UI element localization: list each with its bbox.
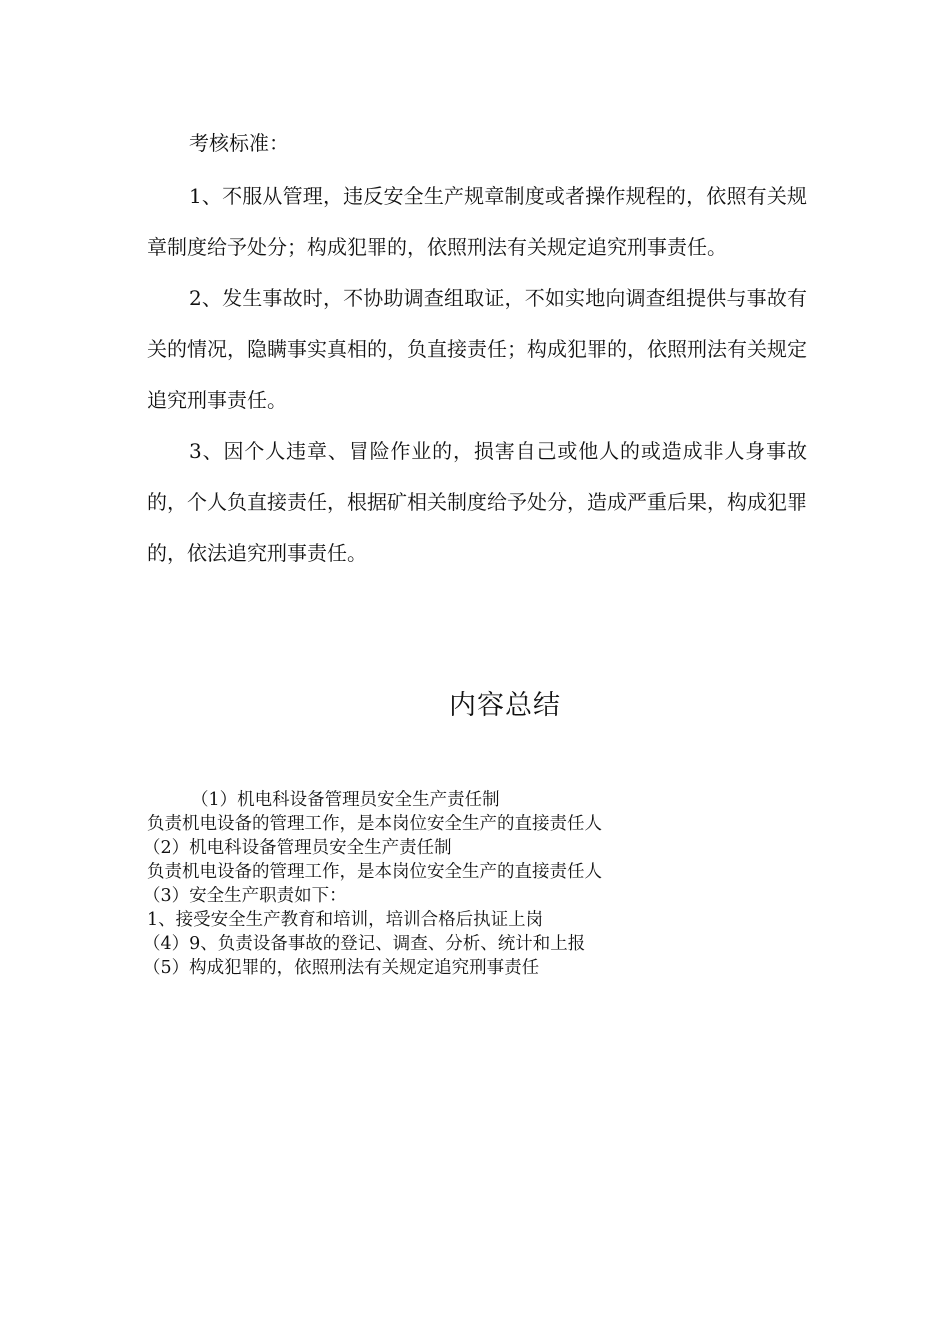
criteria-heading: 考核标准： bbox=[189, 131, 289, 155]
assessment-criteria-section bbox=[147, 118, 807, 579]
summary-section bbox=[143, 788, 807, 980]
summary-line: 负责机电设备的管理工作，是本岗位安全生产的直接责任人 bbox=[147, 814, 602, 834]
summary-line: 1、接受安全生产教育和培训，培训合格后执证上岗 bbox=[147, 910, 544, 930]
summary-line: （3）安全生产职责如下： bbox=[143, 886, 347, 906]
criteria-paragraph-2: 2、发生事故时，不协助调查组取证，不如实地向调查组提供与事故有关的情况，隐瞒事实真相的，负直接责任；构成犯罪的，依照刑法有关规定追究刑事责任。 bbox=[147, 286, 807, 412]
summary-line: （5）构成犯罪的，依照刑法有关规定追究刑事责任 bbox=[143, 958, 540, 978]
summary-line: （4）9、负责设备事故的登记、调查、分析、统计和上报 bbox=[143, 934, 586, 954]
summary-line: （1）机电科设备管理员安全生产责任制 bbox=[191, 790, 500, 810]
criteria-paragraph-3: 3、因个人违章、冒险作业的，损害自己或他人的或造成非人身事故的，个人负直接责任，根据矿相关制度给予处分，造成严重后果，构成犯罪的，依法追究刑事责任。 bbox=[147, 439, 807, 565]
summary-title: 内容总结 bbox=[449, 690, 561, 721]
summary-line: 负责机电设备的管理工作，是本岗位安全生产的直接责任人 bbox=[147, 862, 602, 882]
summary-line: （2）机电科设备管理员安全生产责任制 bbox=[143, 838, 452, 858]
criteria-paragraph-1: 1、不服从管理，违反安全生产规章制度或者操作规程的，依照有关规章制度给予处分；构成犯罪的，依照刑法有关规定追究刑事责任。 bbox=[147, 184, 807, 259]
